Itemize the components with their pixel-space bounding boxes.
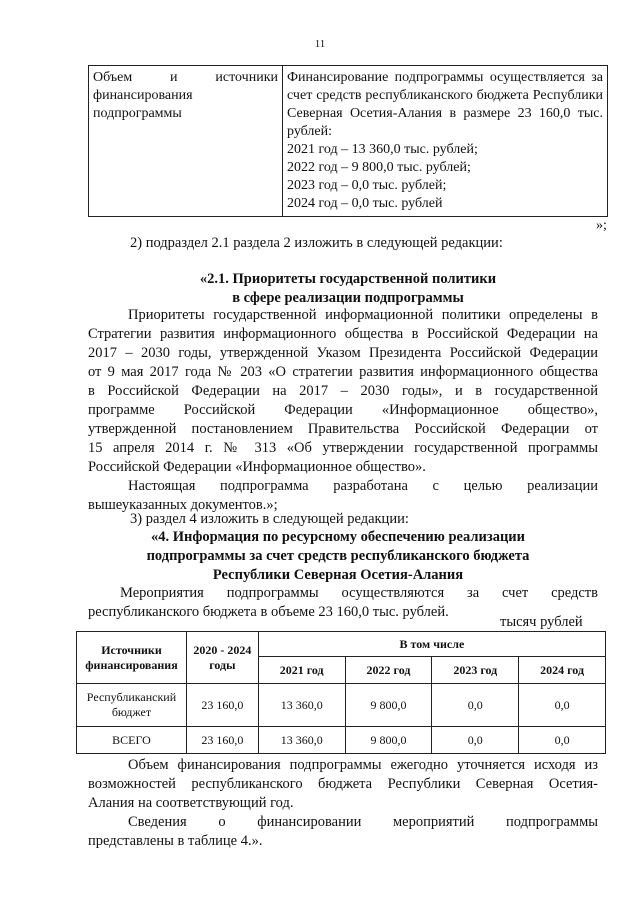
closing-paragraphs <box>88 756 598 851</box>
row-value: 0,0 <box>432 684 519 727</box>
section-4-heading <box>48 528 628 585</box>
financing-summary-table <box>88 65 608 217</box>
header-year: 2024 год <box>519 657 606 684</box>
financing-value-cell <box>283 66 608 217</box>
section-2-1-heading <box>88 270 608 308</box>
heading-line: в сфере реализации подпрограммы <box>232 290 464 306</box>
table-row <box>77 684 606 727</box>
financing-year-line: 2021 год – 13 360,0 тыс. рублей; <box>287 142 478 157</box>
row-value: 0,0 <box>519 727 606 754</box>
row-value: 9 800,0 <box>345 684 432 727</box>
header-period: 2020 - 2024 годы <box>186 632 258 684</box>
table-row <box>77 727 606 754</box>
row-value: 13 360,0 <box>258 727 345 754</box>
text-line: Алания на соответствующий год. <box>88 795 294 811</box>
financing-description: Финансирование подпрограммы осуществляется за счет средств республиканского бюджета Республики Северная Осетия-Алания в размере 23 160,0 тыс. рублей: <box>287 70 603 139</box>
section-2-1-paragraph <box>88 306 598 515</box>
text-line: Приоритеты государственной информационной политики определены в <box>128 307 598 323</box>
financing-label-cell <box>89 66 283 217</box>
financing-year-line: 2022 год – 9 800,0 тыс. рублей; <box>287 160 471 175</box>
item-3-text: 3) раздел 4 изложить в следующей редакции: <box>130 511 409 527</box>
item-2-text: 2) подраздел 2.1 раздела 2 изложить в следующей редакции: <box>130 235 503 251</box>
header-year: 2023 год <box>432 657 519 684</box>
row-value: 0,0 <box>519 684 606 727</box>
row-label: Республиканский бюджет <box>77 684 187 727</box>
text-line: республиканского бюджета в объеме 23 160,0 тыс. рублей. <box>88 604 449 620</box>
row-value: 13 360,0 <box>258 684 345 727</box>
financing-year-line: 2023 год – 0,0 тыс. рублей; <box>287 178 447 193</box>
page-number: 11 <box>314 38 326 50</box>
text-line: программе Российской Федерации «Информационное общество», <box>88 402 598 418</box>
header-year: 2022 год <box>345 657 432 684</box>
closing-quote-mark: »; <box>596 218 607 233</box>
heading-line: «2.1. Приоритеты государственной политики <box>199 271 497 287</box>
financing-label-line: Объем и источники <box>93 70 278 85</box>
header-year: 2021 год <box>258 657 345 684</box>
financing-year-line: 2024 год – 0,0 тыс. рублей <box>287 196 443 211</box>
text-line: Мероприятия подпрограммы осуществляются за счет средств <box>120 585 598 601</box>
text-line: Объем финансирования подпрограммы ежегодно уточняется исходя из <box>128 757 598 773</box>
text-line: Сведения о финансировании мероприятий подпрограммы <box>128 814 598 830</box>
text-line: 15 апреля 2014 г. № 313 «Об утверждении государственной программы <box>88 440 598 456</box>
text-line: Стратегии развития информационного общества в Российской Федерации на <box>88 326 598 342</box>
text-line: вышеуказанных документов.»; <box>88 497 278 513</box>
financing-label-line: подпрограммы <box>93 106 182 121</box>
header-source: Источники финансирования <box>77 632 187 684</box>
row-value: 9 800,0 <box>345 727 432 754</box>
text-line: представлены в таблице 4.». <box>88 833 263 849</box>
text-line: от 9 мая 2017 года № 203 «О стратегии развития информационного общества <box>88 364 598 380</box>
text-line: 2017 – 2030 годы, утвержденной Указом Президента Российской Федерации <box>88 345 598 361</box>
text-line: возможностей республиканского бюджета Республики Северная Осетия- <box>88 776 598 792</box>
heading-line: подпрограммы за счет средств республиканского бюджета <box>146 548 530 564</box>
row-total: 23 160,0 <box>186 684 258 727</box>
row-total: 23 160,0 <box>186 727 258 754</box>
text-line: в Российской Федерации на 2017 – 2030 годы», и в государственной <box>88 383 598 399</box>
row-value: 0,0 <box>432 727 519 754</box>
text-line: Российской Федерации «Информационное общество». <box>88 459 426 475</box>
text-line: Настоящая подпрограмма разработана с целью реализации <box>128 478 598 494</box>
header-including: В том числе <box>258 632 605 657</box>
text-line: утвержденной постановлением Правительства Российской Федерации от <box>88 421 598 437</box>
financing-label-line: финансирования <box>93 88 193 103</box>
row-label: ВСЕГО <box>77 727 187 754</box>
heading-line: Республики Северная Осетия-Алания <box>212 567 464 583</box>
units-label: тысяч рублей <box>500 614 583 630</box>
funding-table <box>76 631 606 754</box>
heading-line: «4. Информация по ресурсному обеспечению реализации <box>150 529 526 545</box>
